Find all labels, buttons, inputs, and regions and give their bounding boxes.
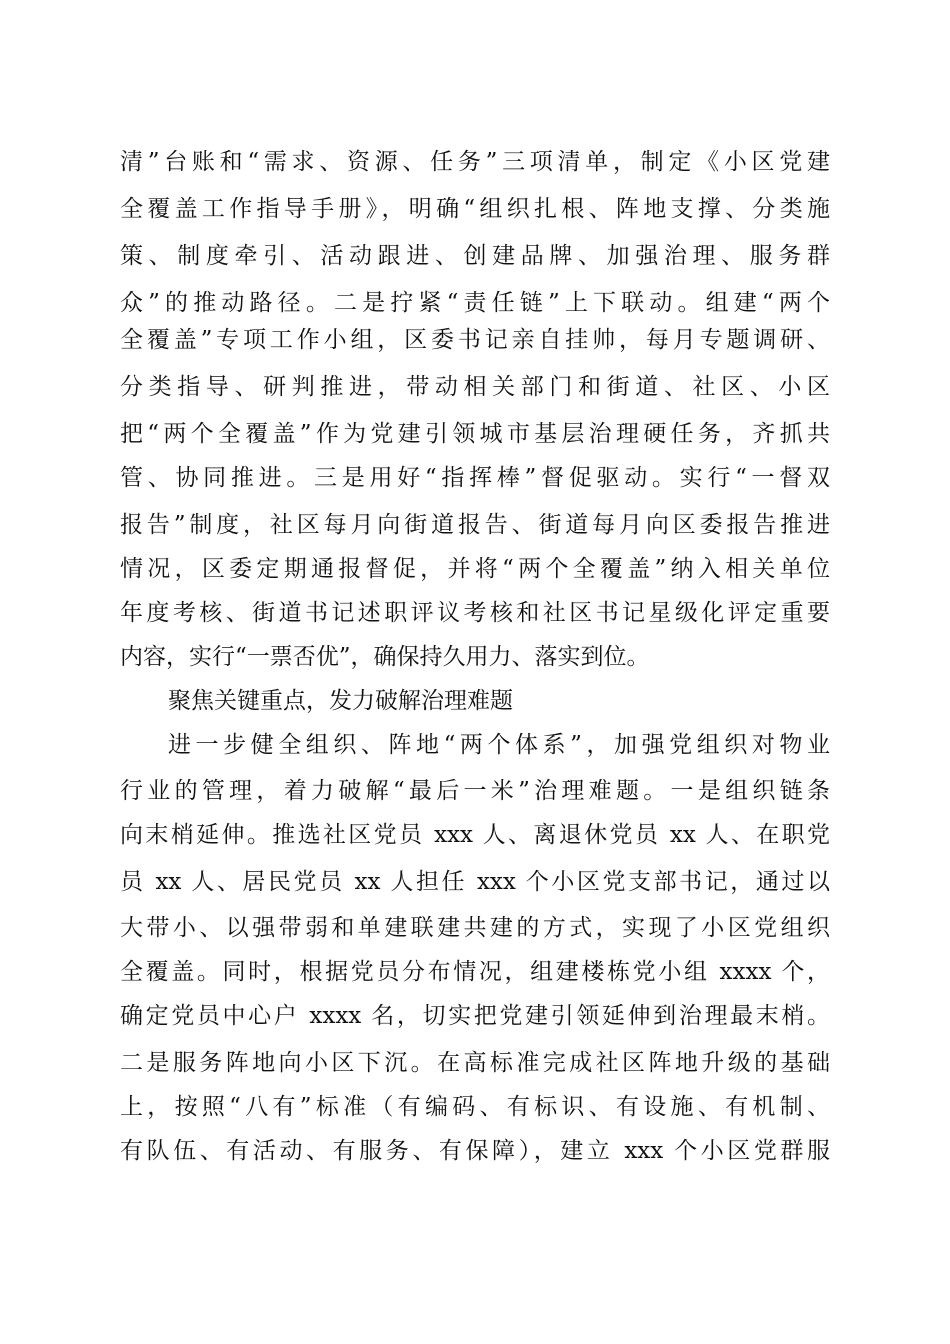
paragraph-line: 有队伍、有活动、有服务、有保障），建立 xxx 个小区党群服 [120,1138,830,1164]
paragraph-line: 情况，区委定期通报督促，并将“两个全覆盖”纳入相关单位 [120,556,830,582]
paragraph-line: 年度考核、街道书记述职评议考核和社区书记星级化评定重要 [120,600,830,626]
paragraph-line: 众”的推动路径。二是拧紧“责任链”上下联动。组建“两个 [120,290,830,316]
paragraph-line: 内容，实行“一票否优”，确保持久用力、落实到位。 [120,644,650,670]
paragraph-line: 确定党员中心户 xxxx 名，切实把党建引领延伸到治理最末梢。 [120,1003,830,1029]
paragraph-line: 全覆盖”专项工作小组，区委书记亲自挂帅，每月专题调研、 [120,327,830,353]
paragraph-line: 全覆盖。同时，根据党员分布情况，组建楼栋党小组 xxxx 个， [120,959,830,985]
paragraph-line: 大带小、以强带弱和单建联建共建的方式，实现了小区党组织 [120,915,830,941]
paragraph-line: 管、协同推进。三是用好“指挥棒”督促驱动。实行“一督双 [120,465,830,491]
paragraph-line: 上，按照“八有”标准（有编码、有标识、有设施、有机制、 [120,1094,830,1120]
paragraph-line: 清”台账和“需求、资源、任务”三项清单，制定《小区党建 [120,149,830,175]
paragraph-line: 报告”制度，社区每月向街道报告、街道每月向区委报告推进 [120,512,830,538]
paragraph-line: 二是服务阵地向小区下沉。在高标准完成社区阵地升级的基础 [120,1050,830,1076]
section-heading: 聚焦关键重点，发力破解治理难题 [168,688,513,714]
paragraph-line: 行业的管理，着力破解“最后一米”治理难题。一是组织链条 [120,778,830,804]
paragraph-line: 向末梢延伸。推选社区党员 xxx 人、离退休党员 xx 人、在职党 [120,822,830,848]
paragraph-line: 分类指导、研判推进，带动相关部门和街道、社区、小区 [120,374,830,400]
paragraph-line: 进一步健全组织、阵地“两个体系”，加强党组织对物业 [168,732,830,758]
paragraph-line: 策、制度牵引、活动跟进、创建品牌、加强治理、服务群 [120,243,830,269]
paragraph-line: 员 xx 人、居民党员 xx 人担任 xxx 个小区党支部书记，通过以 [120,869,830,895]
paragraph-line: 把“两个全覆盖”作为党建引领城市基层治理硬任务，齐抓共 [120,421,830,447]
paragraph-line: 全覆盖工作指导手册》，明确“组织扎根、阵地支撑、分类施 [120,196,830,222]
